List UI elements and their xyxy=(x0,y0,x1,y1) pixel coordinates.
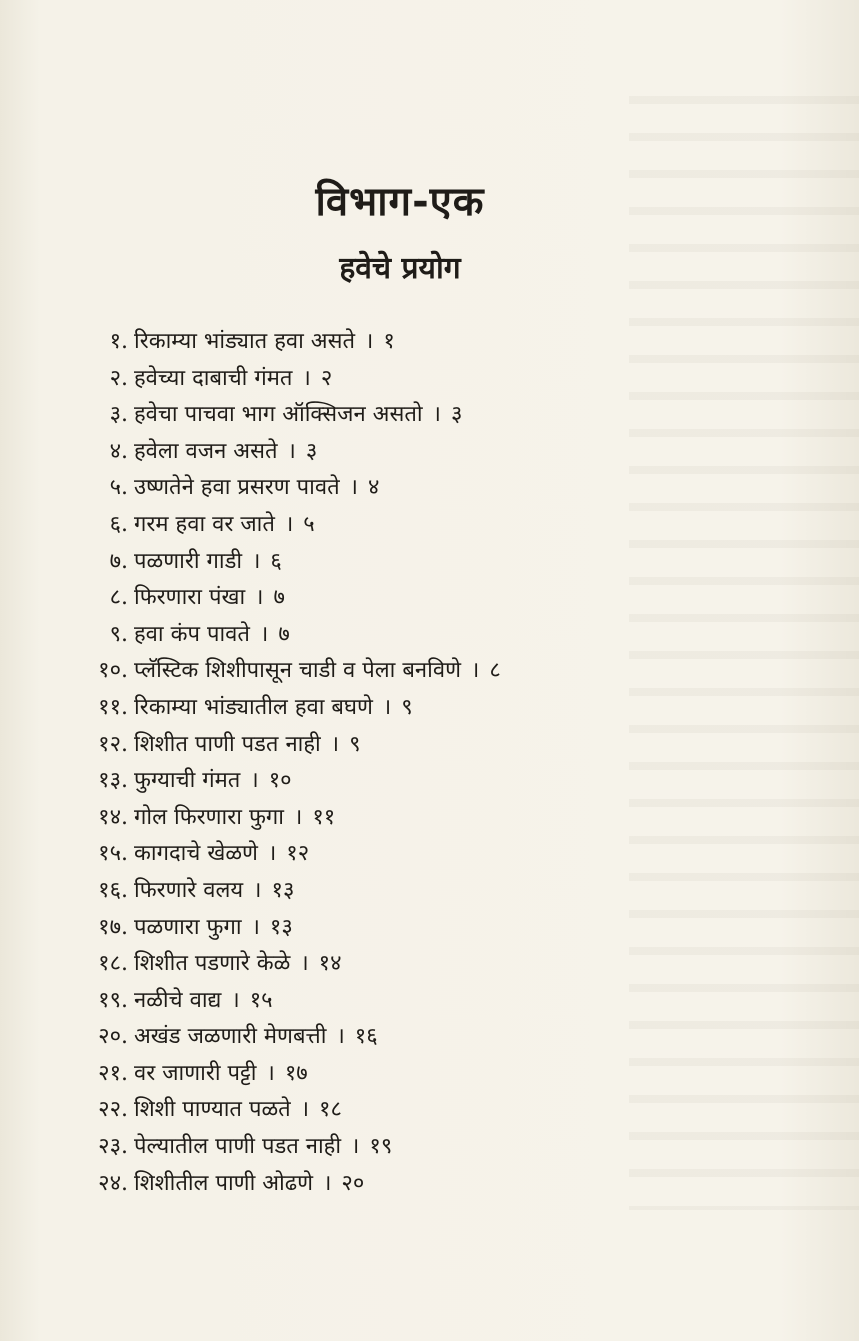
toc-entry xyxy=(0,434,720,471)
toc-entry-separator: । xyxy=(302,365,311,391)
toc-entry-number: २. xyxy=(109,365,128,391)
toc-entry-number: ६. xyxy=(109,511,128,537)
toc-entry-page-number: १८ xyxy=(319,1097,342,1123)
toc-entry-separator: । xyxy=(259,621,269,647)
toc-entry-title: शिशीत पडणारे केळे xyxy=(134,951,291,977)
toc-entry-page-number: २ xyxy=(320,365,333,391)
toc-entry xyxy=(0,1019,720,1056)
toc-entry-separator: । xyxy=(294,804,303,830)
toc-entry-number: ४. xyxy=(109,438,128,464)
toc-entry xyxy=(0,946,720,983)
toc-entry-title: पळणारी गाडी xyxy=(134,548,243,574)
toc-entry-separator: । xyxy=(251,914,260,940)
toc-entry-title: नळीचे वाद्य xyxy=(134,987,222,1013)
toc-entry-page-number: ९ xyxy=(349,731,361,757)
toc-entry-title: हवेला वजन असते xyxy=(134,438,278,464)
toc-entry xyxy=(0,617,720,654)
toc-entry-separator: । xyxy=(323,1170,332,1196)
toc-entry-number: २३. xyxy=(98,1134,128,1160)
toc-entry-page-number: ९ xyxy=(401,694,413,720)
toc-entry-page-number: ४ xyxy=(368,475,380,501)
toc-entry-separator: । xyxy=(231,987,240,1013)
toc-entry xyxy=(0,1092,720,1129)
toc-entry-page-number: ७ xyxy=(273,585,285,611)
toc-entry-number: ७. xyxy=(109,548,128,574)
toc-entry-separator: । xyxy=(267,841,277,867)
toc-entry-separator: । xyxy=(470,658,480,684)
toc-entry-page-number: ११ xyxy=(312,804,336,830)
toc-entry-number: १७. xyxy=(98,914,128,940)
toc-entry-separator: । xyxy=(330,731,340,757)
toc-entry-separator: । xyxy=(300,951,309,977)
toc-entry-separator: । xyxy=(349,475,358,501)
toc-entry-page-number: ३ xyxy=(305,438,318,464)
toc-entry-number: २०. xyxy=(98,1024,128,1050)
toc-entry-number: २१. xyxy=(98,1060,128,1086)
toc-entry-title: हवेच्या दाबाची गंमत xyxy=(134,365,293,391)
toc-entry-page-number: १४ xyxy=(318,951,342,977)
toc-entry-page-number: १३ xyxy=(269,914,293,940)
toc-entry-page-number: १ xyxy=(383,329,395,354)
toc-entry xyxy=(0,397,720,434)
toc-entry-page-number: १५ xyxy=(249,987,273,1013)
toc-entry xyxy=(0,800,720,837)
toc-entry-page-number: ६ xyxy=(270,548,282,574)
toc-entry-title: फुग्याची गंमत xyxy=(134,768,241,794)
toc-entry xyxy=(0,544,720,581)
toc-entry-separator: । xyxy=(432,402,441,428)
toc-entry-number: १०. xyxy=(98,658,128,684)
toc-entry-separator: । xyxy=(351,1134,360,1160)
toc-entry-separator: । xyxy=(250,768,259,794)
toc-entry-number: ८. xyxy=(109,585,128,611)
toc-entry-separator: । xyxy=(266,1060,275,1086)
toc-entry xyxy=(0,983,720,1020)
toc-entry-title: पेल्यातील पाणी पडत नाही xyxy=(134,1134,342,1160)
toc-entry-separator: । xyxy=(300,1097,310,1123)
toc-entry-page-number: १७ xyxy=(284,1060,308,1086)
toc-entry-page-number: १० xyxy=(268,768,292,794)
section-subtitle: हवेचे प्रयोग xyxy=(339,251,461,286)
toc-entry-title: प्लॅस्टिक शिशीपासून चाडी व पेला बनविणे xyxy=(134,658,461,684)
toc-entry-separator: । xyxy=(336,1024,345,1050)
toc-entry-title: शिशीत पाणी पडत नाही xyxy=(134,731,321,757)
toc-entry-number: १९. xyxy=(98,987,128,1013)
toc-entry xyxy=(0,361,720,398)
toc-entry xyxy=(0,470,720,507)
toc-entry-page-number: ७ xyxy=(278,621,290,647)
toc-entry-number: १६. xyxy=(98,877,128,903)
toc-entry-title: शिशीतील पाणी ओढणे xyxy=(134,1170,314,1196)
toc-entry xyxy=(0,873,720,910)
toc-entry-title: अखंड जळणारी मेणबत्ती xyxy=(134,1024,327,1050)
toc-entry-separator: । xyxy=(382,694,392,720)
toc-entry-title: गोल फिरणारा फुगा xyxy=(134,804,284,830)
toc-entry-number: १४. xyxy=(98,804,128,830)
toc-entry-page-number: १२ xyxy=(286,841,310,867)
toc-entry-separator: । xyxy=(253,877,262,903)
toc-entry-separator: । xyxy=(252,548,261,574)
toc-entry-page-number: १३ xyxy=(271,877,295,903)
toc-entry xyxy=(0,580,720,617)
toc-entry xyxy=(0,653,720,690)
toc-entry-number: १. xyxy=(109,329,128,354)
toc-entry xyxy=(0,690,720,727)
toc-entry xyxy=(0,910,720,947)
toc-entry-page-number: १९ xyxy=(369,1134,393,1160)
toc-entry-number: १८. xyxy=(98,951,128,977)
toc-entry xyxy=(0,1129,720,1166)
toc-entry xyxy=(0,836,720,873)
section-title: विभाग-एक xyxy=(315,179,485,225)
toc-entry-number: ९. xyxy=(109,621,128,647)
toc-entry xyxy=(0,763,720,800)
toc-entry-number: २२. xyxy=(98,1097,128,1123)
toc-entry-separator: । xyxy=(365,329,374,354)
toc-entry-title: फिरणारा पंखा xyxy=(134,585,246,611)
toc-entry-number: १३. xyxy=(98,768,128,794)
toc-entry-page-number: ३ xyxy=(450,402,463,428)
toc-entry-title: कागदाचे खेळणे xyxy=(134,841,258,867)
toc-entry-separator: । xyxy=(284,511,294,537)
toc-entry-title: हवेचा पाचवा भाग ऑक्सिजन असतो xyxy=(134,402,423,428)
toc-entry xyxy=(0,324,720,361)
toc-entry-title: उष्णतेने हवा प्रसरण पावते xyxy=(134,475,340,501)
toc-entry-title: वर जाणारी पट्टी xyxy=(134,1060,257,1086)
toc-entry-title: रिकाम्या भांड्यातील हवा बघणे xyxy=(134,694,373,720)
toc-entry-separator: । xyxy=(287,438,296,464)
toc-entry-title: शिशी पाण्यात पळते xyxy=(134,1097,291,1123)
toc-entry-number: २४. xyxy=(98,1170,128,1196)
toc-entry xyxy=(0,1166,720,1203)
toc-entry-number: ११. xyxy=(98,694,128,720)
toc-entry-page-number: २० xyxy=(341,1170,365,1196)
toc-entry-page-number: १६ xyxy=(354,1024,378,1050)
toc-entry-title: पळणारा फुगा xyxy=(134,914,242,940)
toc-entry-separator: । xyxy=(255,585,264,611)
table-of-contents xyxy=(0,324,720,1202)
toc-entry-title: गरम हवा वर जाते xyxy=(134,511,275,537)
toc-entry xyxy=(0,507,720,544)
toc-entry-number: १२. xyxy=(98,731,128,757)
toc-entry-title: रिकाम्या भांड्यात हवा असते xyxy=(134,329,356,354)
toc-entry-number: ५. xyxy=(109,475,128,501)
toc-entry-number: ३. xyxy=(109,402,128,428)
toc-entry-page-number: ८ xyxy=(489,658,501,684)
toc-entry xyxy=(0,727,720,764)
toc-entry xyxy=(0,1056,720,1093)
toc-entry-number: १५. xyxy=(98,841,128,867)
toc-entry-title: हवा कंप पावते xyxy=(134,621,250,647)
toc-entry-page-number: ५ xyxy=(303,511,315,537)
toc-entry-title: फिरणारे वलय xyxy=(134,877,244,903)
